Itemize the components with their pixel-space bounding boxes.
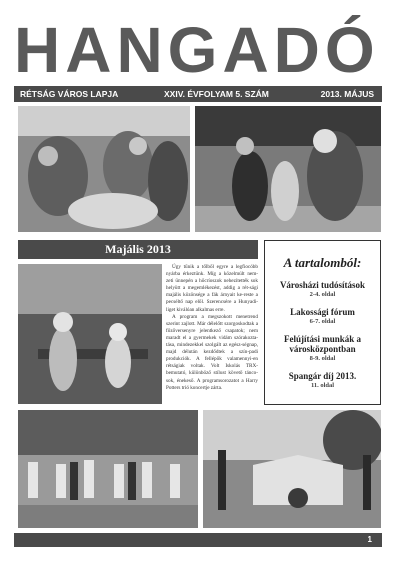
photo-folk-dancers bbox=[18, 410, 198, 528]
article-paragraph: A program a megszokott menetrend szerint zajlott. Már délelőtt szorgoskodtak a főzőversenyre jelentkező csapatok; nem maradt el a gyermekek vidám szórakozta-tása, mindezekkel szolgált az egész-ségnap, majd délután kezdődtek a szín-padi produkciók. A fellépők valamennyi-en rétságiak voltak. Volt Iskolás TRX-bemutató, különböző stílust követő tánco-sok, énekeső. A programsorozatot a Harry Potters trió koncertje zárta. bbox=[166, 313, 258, 391]
issue-date: 2013. MÁJUS bbox=[320, 89, 374, 99]
masthead-title: HANGADÓ bbox=[14, 14, 380, 86]
toc-item-label: Lakossági fórum bbox=[290, 307, 355, 317]
photo-stage-band bbox=[203, 410, 381, 528]
toc-title: A tartalomból: bbox=[283, 255, 362, 270]
article-paragraph: Úgy tűnik a tőlből egyre a legfiocóbb nyárba érkeztünk. Míg a közelmúlt nem-zeti ünnepén a hőcríoszok nehezítették sok helyütt a megemlékezést, addig a rét-sági majális közönsége a fák árnyait ke-reste a pecséltő nap elől. Szerencsére a Hunyadi-liget kiválóan alkalmas erre. bbox=[166, 264, 258, 313]
photo-children-crowd bbox=[195, 106, 381, 232]
article-heading: Majális 2013 bbox=[18, 240, 258, 259]
article-body bbox=[166, 264, 258, 392]
photo-crowd-table bbox=[18, 106, 190, 232]
toc-item-label: Spangár díj 2013. bbox=[288, 371, 357, 381]
footer-bar bbox=[14, 533, 382, 547]
volume-issue: XXIV. ÉVFOLYAM 5. SZÁM bbox=[164, 89, 269, 99]
toc-item-label: Városházi tudósítások bbox=[279, 280, 366, 290]
publication-subtitle: RÉTSÁG VÁROS LAPJA bbox=[20, 89, 119, 99]
toc-item-page: 11. oldal bbox=[310, 382, 335, 389]
header-bar bbox=[14, 86, 382, 102]
toc-item-page: 2-4. oldal bbox=[309, 291, 336, 298]
photo-children-bench bbox=[18, 264, 162, 404]
toc-item-page: 8-9. oldal bbox=[309, 355, 336, 362]
toc-item-label: Felújítási munkák a városközpontban bbox=[283, 334, 361, 354]
toc-item-page: 6-7. oldal bbox=[309, 318, 336, 325]
page-number: 1 bbox=[367, 535, 372, 544]
table-of-contents bbox=[264, 240, 381, 405]
